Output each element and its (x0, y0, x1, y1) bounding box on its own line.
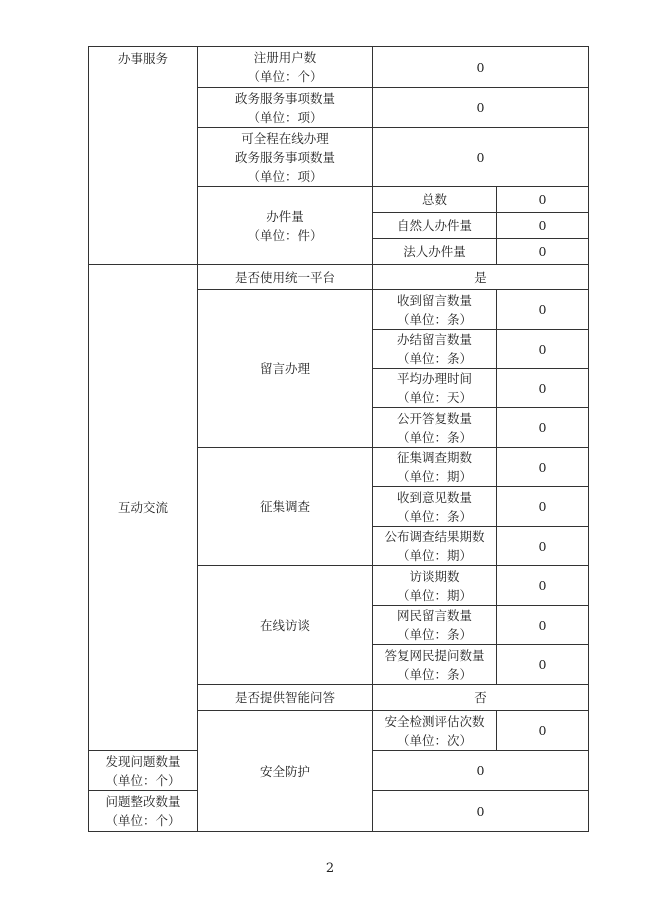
row-label-online-items: 可全程在线办理 政务服务事项数量 （单位：项） (198, 128, 373, 187)
row-label-handling: 办件量 （单位：件） (198, 187, 373, 265)
row-label-issues-found: 发现问题数量 （单位：个） (89, 751, 198, 791)
sub-value-total: 0 (497, 187, 589, 213)
row-label-security-checks: 安全检测评估次数 （单位：次） (373, 711, 497, 751)
sub-value-legal-person: 0 (497, 239, 589, 265)
sub-label-survey-periods: 征集调查期数 （单位：期） (373, 448, 497, 487)
row-label-surveys: 征集调查 (198, 448, 373, 566)
row-label-interviews: 在线访谈 (198, 566, 373, 685)
statistics-table (88, 46, 589, 832)
category-service: 办事服务 (89, 47, 198, 265)
sub-value-messages-closed: 0 (497, 330, 589, 369)
sub-value-public-replies: 0 (497, 408, 589, 448)
sub-value-opinions-received: 0 (497, 487, 589, 527)
category-interaction: 互动交流 (89, 265, 198, 751)
row-label-messages: 留言办理 (198, 290, 373, 448)
sub-value-survey-results: 0 (497, 527, 589, 566)
table-row (89, 47, 589, 88)
table-row (89, 265, 589, 290)
category-security: 安全防护 (198, 711, 373, 832)
row-value-smart-qa: 否 (373, 685, 589, 711)
row-label-smart-qa: 是否提供智能问答 (198, 685, 373, 711)
row-label-unified-platform: 是否使用统一平台 (198, 265, 373, 290)
sub-value-netizen-messages: 0 (497, 606, 589, 645)
sub-value-avg-time: 0 (497, 369, 589, 408)
sub-label-natural-person: 自然人办件量 (373, 213, 497, 239)
page-number: 2 (325, 861, 335, 876)
row-value-security-checks: 0 (497, 711, 589, 751)
row-label-registered-users: 注册用户数 （单位：个） (198, 47, 373, 88)
sub-label-opinions-received: 收到意见数量 （单位：条） (373, 487, 497, 527)
sub-label-netizen-messages: 网民留言数量 （单位：条） (373, 606, 497, 645)
sub-value-netizen-replies: 0 (497, 645, 589, 685)
sub-label-netizen-replies: 答复网民提问数量 （单位：条） (373, 645, 497, 685)
sub-label-survey-results: 公布调查结果期数 （单位：期） (373, 527, 497, 566)
sub-label-avg-time: 平均办理时间 （单位：天） (373, 369, 497, 408)
sub-value-messages-received: 0 (497, 290, 589, 330)
row-value-service-items: 0 (373, 88, 589, 128)
sub-label-public-replies: 公开答复数量 （单位：条） (373, 408, 497, 448)
sub-label-total: 总数 (373, 187, 497, 213)
row-value-registered-users: 0 (373, 47, 589, 88)
row-value-online-items: 0 (373, 128, 589, 187)
sub-label-messages-received: 收到留言数量 （单位：条） (373, 290, 497, 330)
sub-label-interview-periods: 访谈期数 （单位：期） (373, 566, 497, 606)
row-label-service-items: 政务服务事项数量 （单位：项） (198, 88, 373, 128)
sub-value-survey-periods: 0 (497, 448, 589, 487)
sub-label-legal-person: 法人办件量 (373, 239, 497, 265)
row-value-issues-fixed: 0 (373, 791, 589, 832)
sub-value-interview-periods: 0 (497, 566, 589, 606)
row-label-issues-fixed: 问题整改数量 （单位：个） (89, 791, 198, 832)
row-value-issues-found: 0 (373, 751, 589, 791)
sub-value-natural-person: 0 (497, 213, 589, 239)
row-value-unified-platform: 是 (373, 265, 589, 290)
sub-label-messages-closed: 办结留言数量 （单位：条） (373, 330, 497, 369)
